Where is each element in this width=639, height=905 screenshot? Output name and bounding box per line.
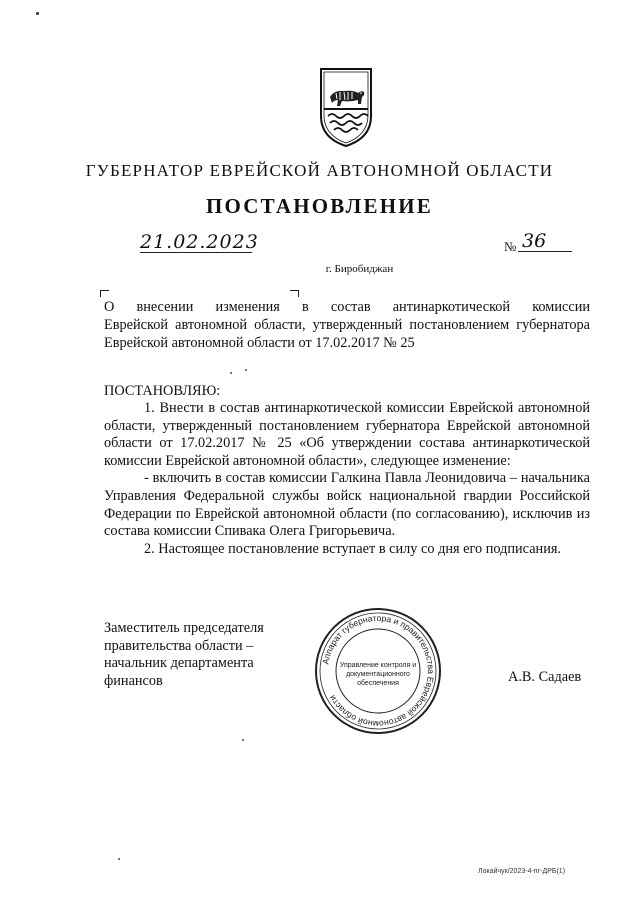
handwritten-number: 36 bbox=[518, 231, 572, 252]
stamp-center-line-2: документационного bbox=[346, 671, 410, 678]
number-label: № bbox=[504, 239, 517, 254]
scan-speck bbox=[118, 858, 120, 860]
signatory-name: А.В. Садаев bbox=[508, 669, 582, 685]
scan-speck bbox=[242, 739, 244, 741]
position-line-3: начальник департамента bbox=[104, 655, 254, 671]
subject-line-3: Еврейской автономной области от 17.02.2017 № 25 bbox=[104, 335, 415, 351]
subject-corner-mark-right bbox=[290, 290, 299, 297]
coat-of-arms-emblem bbox=[318, 66, 374, 148]
document-type-title: ПОСТАНОВЛЕНИЕ bbox=[205, 194, 434, 218]
stamp-center-line-3: обеспечения bbox=[357, 680, 399, 687]
document-body bbox=[104, 400, 590, 558]
scan-speck bbox=[36, 12, 39, 15]
footer-registration-code: Локайчук/2023-4-пг-ДРБ(1) bbox=[478, 868, 566, 875]
subject-line-2: Еврейской автономной области, утвержденный постановлением губернатора bbox=[104, 317, 590, 333]
subject-corner-mark-left bbox=[100, 290, 109, 297]
position-line-2: правительства области – bbox=[104, 637, 254, 654]
item-1-paragraph: 1. Внести в состав антинаркотической комиссии Еврейской автономной области, утвержденный постановлением губернатора Еврейской автономной области от 17.02.2017 № 25 «Об утверждении состава антинаркотической комиссии Еврейской автономной области», следующее изменение: bbox=[104, 400, 590, 469]
document-subject bbox=[104, 298, 590, 352]
city-line: г. Биробиджан bbox=[325, 263, 394, 275]
scan-speck bbox=[230, 372, 232, 374]
item-2-paragraph: 2. Настоящее постановление вступает в силу со дня его подписания. bbox=[144, 540, 561, 557]
governor-title: ГУБЕРНАТОР ЕВРЕЙСКОЙ АВТОНОМНОЙ ОБЛАСТИ bbox=[85, 161, 554, 180]
official-stamp bbox=[312, 605, 444, 737]
handwritten-date: 21.02.2023 bbox=[140, 231, 259, 253]
position-line-1: Заместитель председателя bbox=[104, 620, 264, 636]
subject-line-1: О внесении изменения в состав антинаркотической комиссии bbox=[104, 299, 590, 315]
stamp-ring-text: Аппарат губернатора и правительства Еврейской автономной области bbox=[320, 612, 437, 730]
position-line-4: финансов bbox=[104, 672, 163, 689]
stamp-center-line-1: Управление контроля и bbox=[339, 662, 417, 669]
scan-speck bbox=[245, 369, 247, 371]
item-1-subitem-paragraph: - включить в состав комиссии Галкина Павла Леонидовича – начальника Управления Федеральной службы войск национальной гвардии Российской Федерации по Еврейской автономной области (по согласованию), исключив из состава комиссии Спивака Олега Григорьевича. bbox=[104, 470, 590, 540]
ordain-heading: ПОСТАНОВЛЯЮ: bbox=[104, 383, 221, 399]
signatory-position bbox=[104, 620, 304, 690]
